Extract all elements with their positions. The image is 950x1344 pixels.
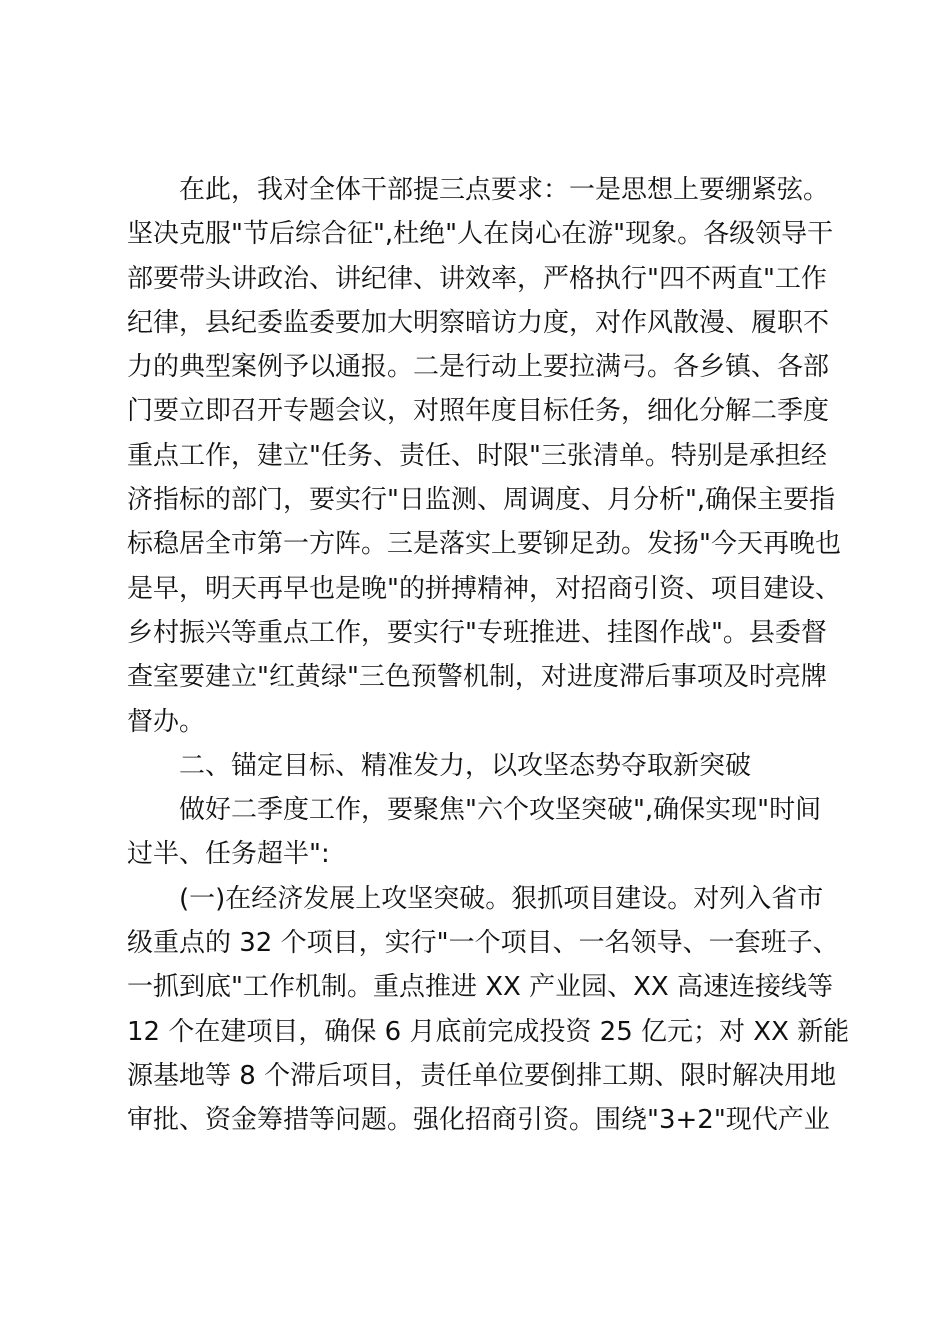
- paragraph-line: 12 个在建项目，确保 6 月底前完成投资 25 亿元；对 XX 新能: [127, 1016, 850, 1047]
- paragraph-line: 查室要建立"红黄绿"三色预警机制，对进度滞后事项及时亮牌: [127, 662, 827, 693]
- paragraph-line: 是早，明天再早也是晚"的拼搏精神，对招商引资、项目建设、: [127, 573, 841, 604]
- paragraph-line: 济指标的部门，要实行"日监测、周调度、月分析",确保主要指: [127, 485, 836, 516]
- paragraph-line: 部要带头讲政治、讲纪律、讲效率，严格执行"四不两直"工作: [127, 263, 827, 294]
- section-heading: 二、锚定目标、精准发力，以攻坚态势夺取新突破: [179, 750, 752, 781]
- paragraph-line: 级重点的 32 个项目，实行"一个项目、一名领导、一套班子、: [127, 928, 839, 959]
- paragraph-line: 重点工作，建立"任务、责任、时限"三张清单。特别是承担经: [127, 440, 827, 471]
- paragraph-line: (一)在经济发展上攻坚突破。狠抓项目建设。对列入省市: [179, 883, 824, 914]
- paragraph-line: 督办。: [127, 706, 206, 737]
- paragraph-line: 坚决克服"节后综合征",杜绝"人在岗心在游"现象。各级领导干: [127, 219, 834, 250]
- paragraph-line: 一抓到底"工作机制。重点推进 XX 产业园、XX 高速连接线等: [127, 972, 833, 1003]
- paragraph-line: 纪律，县纪委监委要加大明察暗访力度，对作风散漫、履职不: [127, 307, 830, 338]
- paragraph-line: 做好二季度工作，要聚焦"六个攻坚突破",确保实现"时间: [179, 795, 822, 826]
- paragraph-line: 标稳居全市第一方阵。三是落实上要铆足劲。发扬"今天再晚也: [127, 529, 841, 560]
- paragraph-line: 审批、资金筹措等问题。强化招商引资。围绕"3+2"现代产业: [127, 1105, 830, 1136]
- paragraph-line: 门要立即召开专题会议，对照年度目标任务，细化分解二季度: [127, 396, 830, 427]
- paragraph-line: 乡村振兴等重点工作，要实行"专班推进、挂图作战"。县委督: [127, 617, 827, 648]
- paragraph-line: 力的典型案例予以通报。二是行动上要拉满弓。各乡镇、各部: [127, 352, 830, 383]
- paragraph-line: 源基地等 8 个滞后项目，责任单位要倒排工期、限时解决用地: [127, 1060, 837, 1091]
- body-text: [127, 168, 850, 1143]
- paragraph-line: 过半、任务超半":: [127, 839, 330, 870]
- paragraph-line: 在此，我对全体干部提三点要求：一是思想上要绷紧弦。: [179, 175, 830, 205]
